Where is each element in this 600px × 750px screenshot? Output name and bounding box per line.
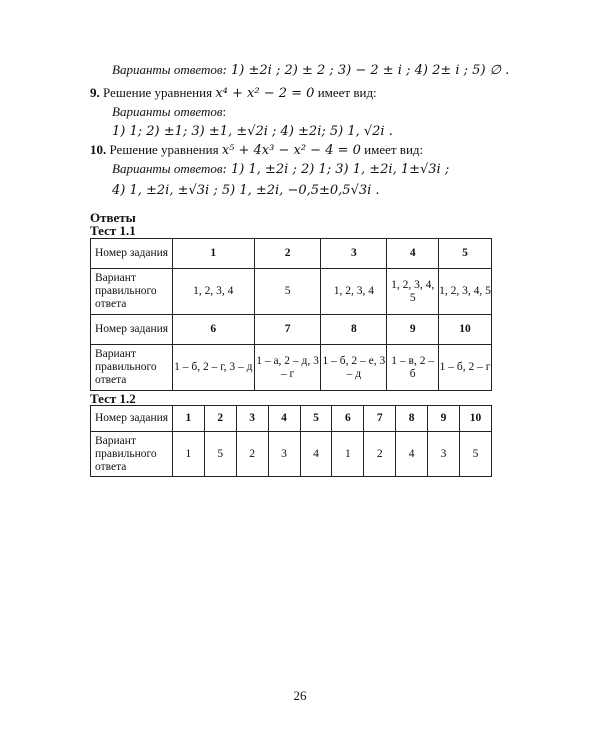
answer-cell: 3	[428, 432, 460, 477]
task-9-equation: x⁴ + x² − 2 = 0	[215, 86, 315, 101]
answer-cell: 1, 2, 3, 4, 5	[387, 269, 439, 315]
answer-options-line-10b	[112, 182, 380, 198]
task-cell: 8	[396, 406, 428, 432]
answer-options-label: Варианты ответов	[112, 104, 223, 119]
task-9-tail: имеет вид:	[314, 85, 377, 100]
answer-options-line-10a	[112, 161, 449, 177]
answer-cell: 1, 2, 3, 4	[321, 269, 387, 315]
page-number: 26	[293, 688, 307, 703]
task-9-options: 1) 1; 2) ±1; 3) ±1, ±√2i ; 4) ±2i; 5) 1, √2i .	[112, 124, 393, 139]
answer-cell: 1 – а, 2 – д, 3 – г	[254, 345, 321, 391]
answer-cell: 1, 2, 3, 4	[172, 269, 254, 315]
table-row	[91, 406, 492, 432]
task-cell: 10	[439, 315, 492, 345]
answer-cell: 1 – в, 2 – б	[387, 345, 439, 391]
task-cell: 9	[387, 315, 439, 345]
task-9-text: Решение уравнения	[99, 85, 216, 100]
answer-cell: 1	[332, 432, 364, 477]
test-1-1-table	[90, 238, 492, 391]
answer-label: Вариант правильного ответа	[91, 269, 173, 315]
task-cell: 5	[300, 406, 332, 432]
task-cell: 1	[172, 239, 254, 269]
task-10-text: Решение уравнения	[106, 142, 222, 157]
table-row	[91, 315, 492, 345]
task-cell: 2	[254, 239, 321, 269]
answer-cell: 1, 2, 3, 4, 5	[439, 269, 492, 315]
task-9-number: 9.	[90, 85, 100, 100]
answer-label: Вариант правильного ответа	[91, 432, 173, 477]
task-10-tail: имеет вид:	[360, 142, 424, 157]
answer-cell: 1 – б, 2 – г, 3 – д	[172, 345, 254, 391]
task-number-label: Номер задания	[91, 406, 173, 432]
answer-options-label: Варианты ответов	[112, 62, 223, 77]
answer-cell: 2	[236, 432, 268, 477]
answer-options-values: : 1) ±2i ; 2) ± 2 ; 3) − 2 ± i ; 4) 2± i ; 5) ∅ .	[222, 63, 510, 78]
task-10-number: 10.	[90, 142, 107, 157]
answers-heading: Ответы	[90, 210, 136, 225]
test-1-2-heading: Тест 1.2	[90, 391, 136, 406]
answer-cell: 5	[204, 432, 236, 477]
answer-cell: 2	[364, 432, 396, 477]
task-cell: 7	[254, 315, 321, 345]
answer-cell: 1 – б, 2 – г	[439, 345, 492, 391]
answer-cell: 3	[268, 432, 300, 477]
task-cell: 10	[459, 406, 491, 432]
task-number-label: Номер задания	[91, 239, 173, 269]
answer-cell: 4	[300, 432, 332, 477]
answer-label: Вариант правильного ответа	[91, 345, 173, 391]
task-cell: 3	[321, 239, 387, 269]
task-cell: 6	[332, 406, 364, 432]
answer-cell: 4	[396, 432, 428, 477]
task-cell: 4	[387, 239, 439, 269]
answer-options-colon: :	[222, 104, 227, 119]
task-cell: 5	[439, 239, 492, 269]
task-cell: 6	[172, 315, 254, 345]
answer-options-line-8	[112, 62, 509, 78]
task-10-options-a: : 1) 1, ±2i ; 2) 1; 3) 1, ±2i, 1±√3i ;	[222, 162, 450, 177]
answer-options-line-9-label	[112, 104, 226, 120]
table-row	[91, 269, 492, 315]
table-row	[91, 345, 492, 391]
task-10-equation: x⁵ + 4x³ − x² − 4 = 0	[221, 143, 361, 158]
task-cell: 1	[172, 406, 204, 432]
answer-cell: 5	[254, 269, 321, 315]
task-cell: 8	[321, 315, 387, 345]
answer-cell: 1	[172, 432, 204, 477]
answer-cell: 5	[459, 432, 491, 477]
table-row	[91, 432, 492, 477]
answer-options-line-9	[112, 123, 393, 139]
task-10-options-b: 4) 1, ±2i, ±√3i ; 5) 1, ±2i, −0,5±0,5√3i .	[112, 183, 380, 198]
table-row	[91, 239, 492, 269]
task-10-statement	[90, 142, 423, 158]
test-1-1-heading: Тест 1.1	[90, 223, 136, 238]
answer-cell: 1 – б, 2 – е, 3 – д	[321, 345, 387, 391]
task-cell: 3	[236, 406, 268, 432]
answer-options-label: Варианты ответов	[112, 161, 223, 176]
test-1-2-table	[90, 405, 492, 477]
task-number-label: Номер задания	[91, 315, 173, 345]
task-cell: 7	[364, 406, 396, 432]
task-cell: 4	[268, 406, 300, 432]
task-cell: 2	[204, 406, 236, 432]
task-cell: 9	[428, 406, 460, 432]
task-9-statement	[90, 85, 377, 101]
